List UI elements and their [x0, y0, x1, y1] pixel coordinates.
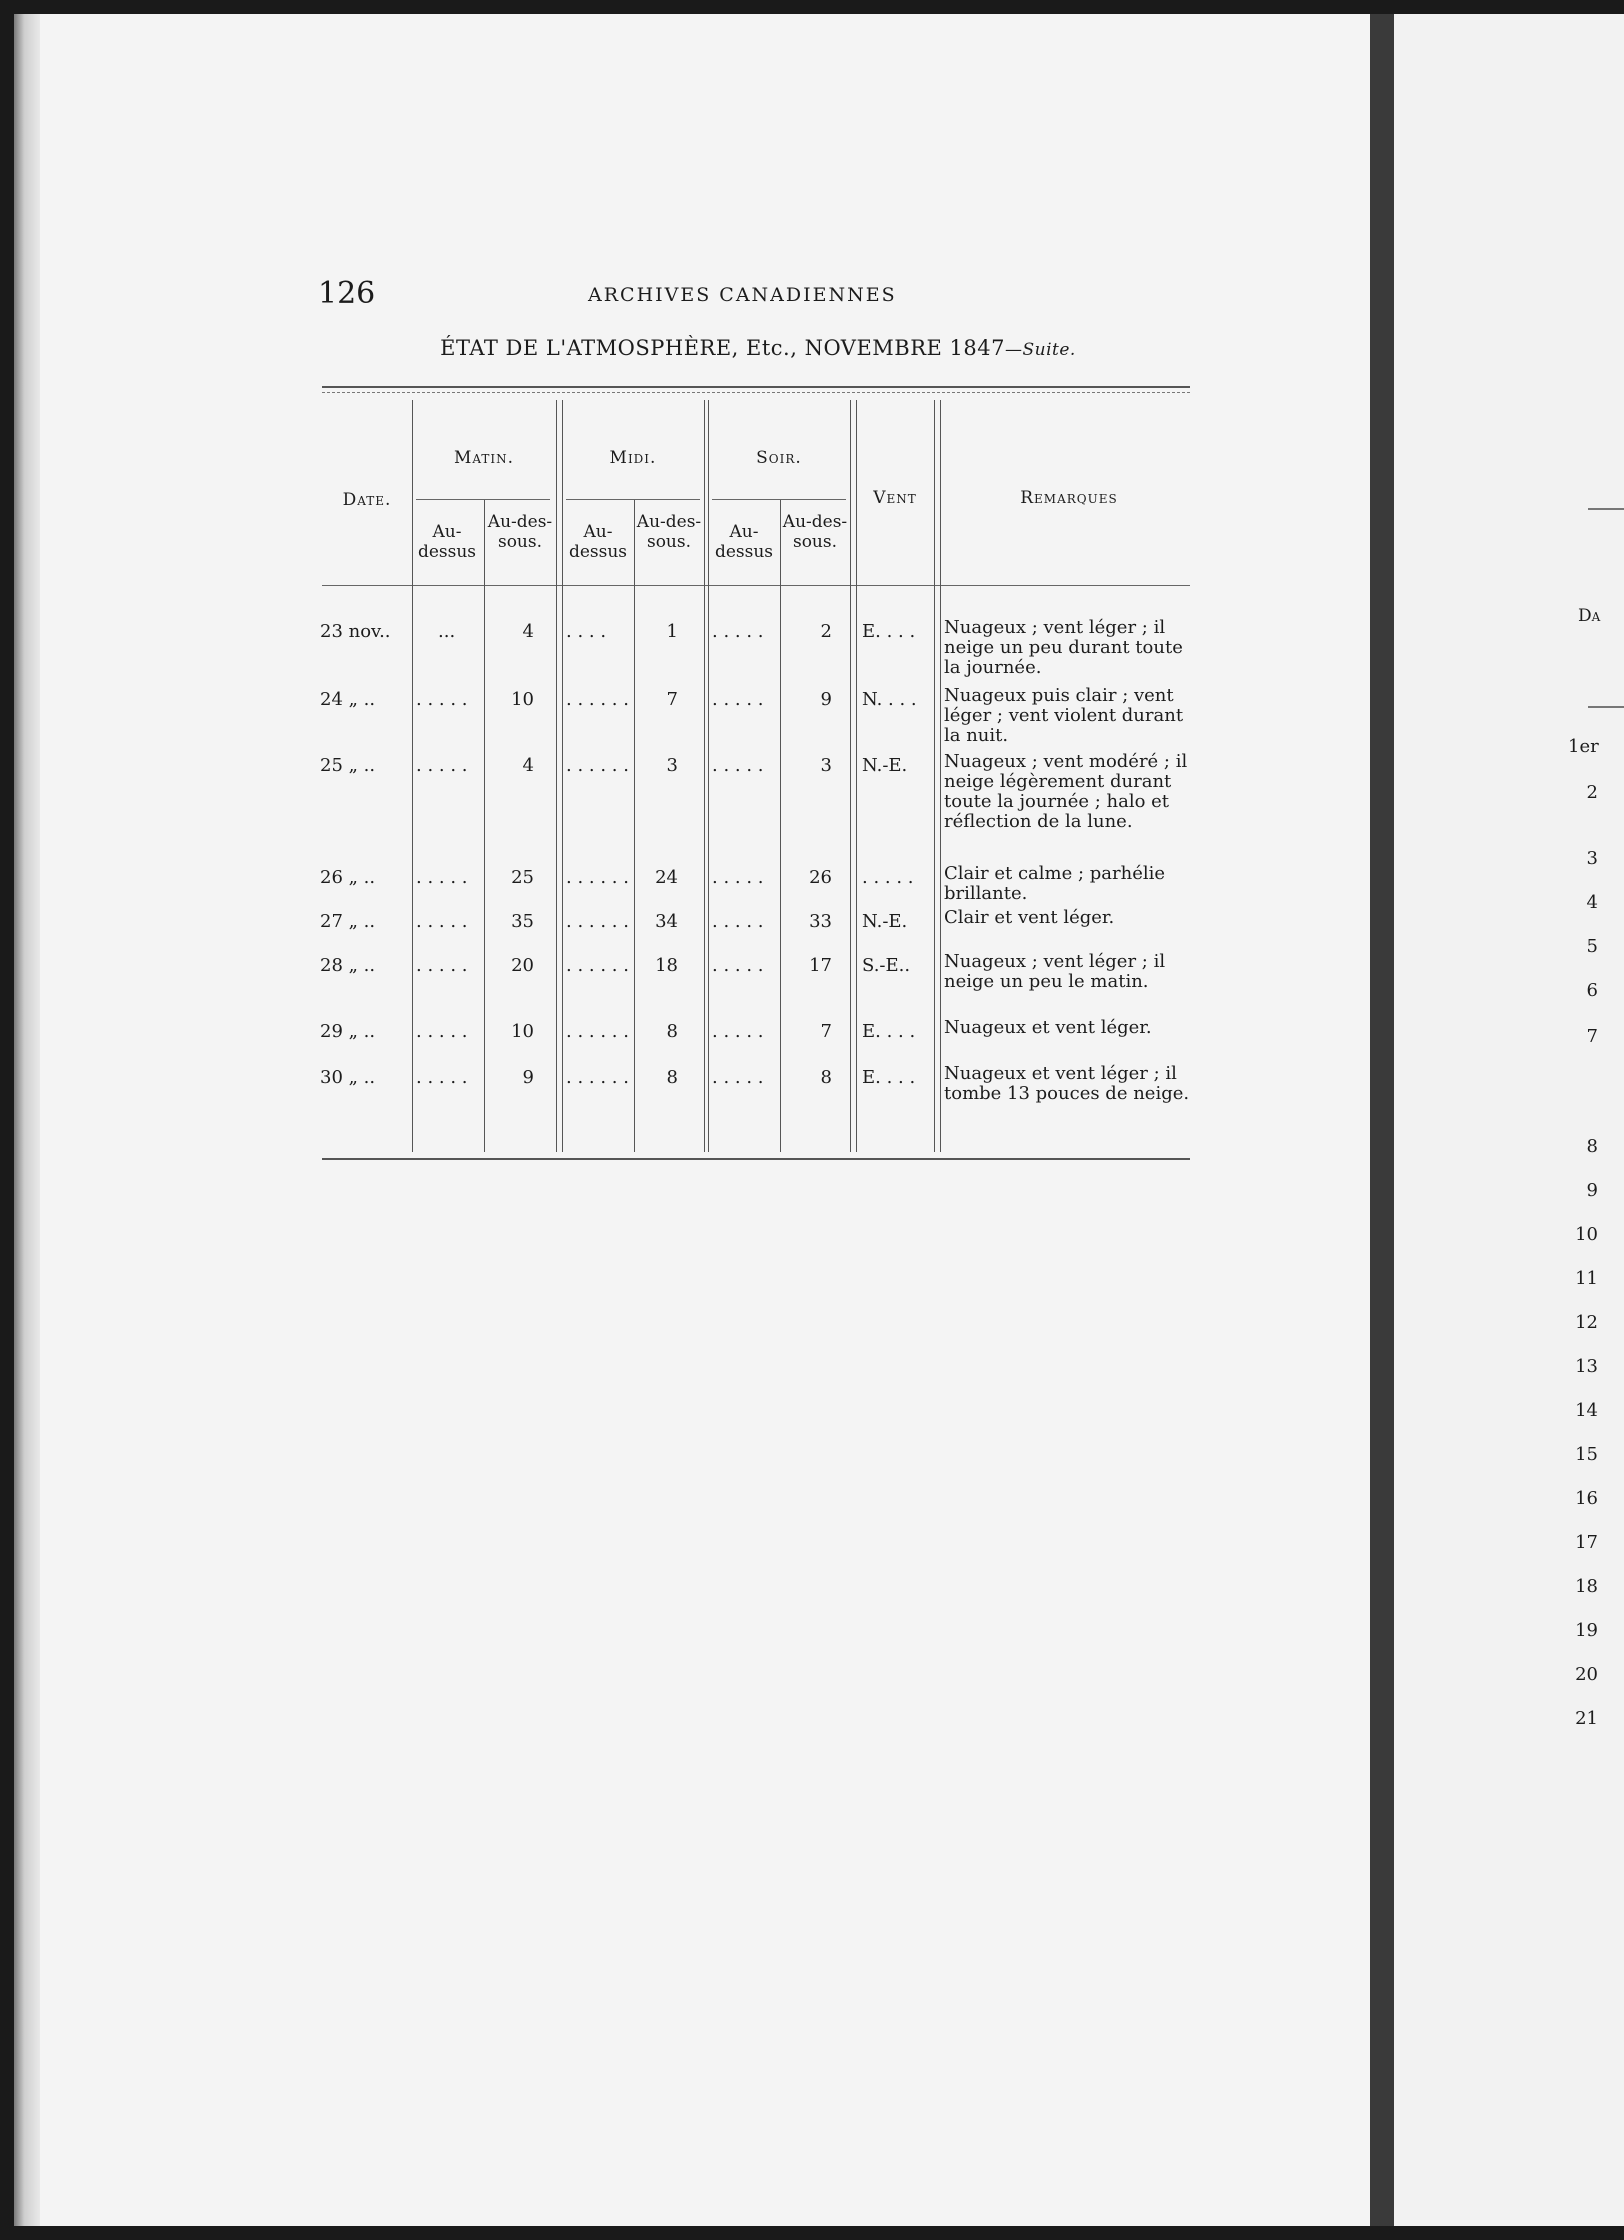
cell-soir-above: . . . . .	[712, 867, 764, 888]
page-gutter	[1370, 14, 1394, 2226]
cell-midi-above: . . . . . .	[566, 867, 629, 888]
column-divider	[562, 400, 563, 1152]
column-divider	[940, 400, 941, 1152]
cell-vent: E. . . .	[862, 621, 916, 642]
cell-midi-below: 8	[666, 1067, 678, 1088]
page-number: 126	[318, 276, 376, 311]
cell-matin-below: 4	[522, 621, 534, 642]
column-divider	[780, 500, 781, 1152]
cell-matin-below: 20	[511, 955, 534, 976]
cell-matin-below: 9	[522, 1067, 534, 1088]
cell-soir-below: 3	[820, 755, 832, 776]
row-number: 13	[1575, 1356, 1598, 1377]
cell-soir-above: . . . . .	[712, 1021, 764, 1042]
header-remarques: Remarques	[1020, 488, 1118, 508]
header-soir: Soir.	[756, 448, 802, 468]
matin-subrule	[416, 499, 550, 500]
row-number: 19	[1575, 1620, 1598, 1641]
cell-matin-above: . . . . .	[416, 689, 468, 710]
cell-soir-below: 7	[820, 1021, 832, 1042]
cell-remarks: Clair et calme ; parhélie brillante.	[944, 863, 1166, 904]
cell-midi-below: 34	[655, 911, 678, 932]
book-binding	[14, 14, 40, 2226]
cell-midi-above: . . . . . .	[566, 755, 629, 776]
cell-matin-above: . . . . .	[416, 867, 468, 888]
cell-date: 23 nov..	[320, 621, 391, 642]
cell-matin-above: . . . . .	[416, 755, 468, 776]
row-number: 16	[1575, 1488, 1598, 1509]
subheader-matin-below: Au-des-sous.	[487, 512, 553, 552]
midi-subrule	[566, 499, 700, 500]
header-midi: Midi.	[609, 448, 657, 468]
table-top-rule	[322, 386, 1190, 388]
cell-remarks: Nuageux puis clair ; vent léger ; vent violent durant la nuit.	[944, 685, 1184, 746]
cell-midi-below: 7	[666, 689, 678, 710]
cell-matin-above: . . . . .	[416, 955, 468, 976]
running-head	[318, 276, 1198, 316]
cell-date: 25 „ ..	[320, 755, 376, 776]
cell-date: 26 „ ..	[320, 867, 376, 888]
right-page-header-fragment: Da	[1578, 606, 1601, 626]
column-divider	[850, 400, 851, 1152]
header-bottom-rule	[322, 585, 1190, 586]
row-number: 5	[1586, 936, 1598, 957]
cell-date: 28 „ ..	[320, 955, 376, 976]
cell-soir-below: 26	[809, 867, 832, 888]
cell-midi-above: . . . . . .	[566, 1067, 629, 1088]
table-top-rule-dashed	[322, 392, 1190, 393]
cell-matin-above: . . . . .	[416, 911, 468, 932]
cell-date: 30 „ ..	[320, 1067, 376, 1088]
subheader-soir-above: Au-dessus	[714, 522, 774, 562]
cell-midi-above: . . . . . .	[566, 689, 629, 710]
subheader-matin-above: Au-dessus	[417, 522, 477, 562]
cell-midi-below: 3	[666, 755, 678, 776]
subheader-midi-below: Au-des-sous.	[636, 512, 702, 552]
row-number: 14	[1575, 1400, 1598, 1421]
header-matin: Matin.	[453, 448, 515, 468]
cell-midi-above: . . . .	[566, 621, 607, 642]
cell-soir-below: 2	[820, 621, 832, 642]
running-title: ARCHIVES CANADIENNES	[588, 284, 897, 306]
cell-soir-below: 9	[820, 689, 832, 710]
cell-vent: N. . . .	[862, 689, 917, 710]
table-title	[318, 336, 1198, 360]
cell-vent: N.-E.	[862, 911, 908, 932]
cell-midi-above: . . . . . .	[566, 911, 629, 932]
cell-remarks: Clair et vent léger.	[944, 907, 1115, 928]
cell-vent: E. . . .	[862, 1067, 916, 1088]
table-title-text: ÉTAT DE L'ATMOSPHÈRE, Etc., NOVEMBRE 1847	[440, 336, 1005, 360]
row-number: 15	[1575, 1444, 1598, 1465]
cell-soir-below: 8	[820, 1067, 832, 1088]
cell-remarks: Nuageux ; vent léger ; il neige un peu durant toute la journée.	[944, 617, 1183, 678]
cell-date: 27 „ ..	[320, 911, 376, 932]
header-vent: Vent	[873, 488, 917, 508]
column-divider	[708, 400, 709, 1152]
cell-soir-above: . . . . .	[712, 689, 764, 710]
row-number: 11	[1575, 1268, 1598, 1289]
cell-soir-above: . . . . .	[712, 755, 764, 776]
cell-matin-below: 10	[511, 689, 534, 710]
row-number: 18	[1575, 1576, 1598, 1597]
cell-remarks: Nuageux ; vent léger ; il neige un peu le matin.	[944, 951, 1166, 992]
column-divider	[856, 400, 857, 1152]
cell-remarks: Nuageux ; vent modéré ; il neige légèrement durant toute la journée ; halo et réflection de la lune.	[944, 751, 1188, 832]
subheader-soir-below: Au-des-sous.	[782, 512, 848, 552]
cell-matin-above: . . . . .	[416, 1021, 468, 1042]
row-number: 1er	[1568, 736, 1599, 757]
cell-midi-below: 1	[666, 621, 678, 642]
column-divider	[704, 400, 705, 1152]
cell-midi-below: 24	[655, 867, 678, 888]
row-number: 21	[1575, 1708, 1598, 1729]
right-page	[1394, 14, 1624, 2226]
row-number: 10	[1575, 1224, 1598, 1245]
cell-vent: E. . . .	[862, 1021, 916, 1042]
row-number: 17	[1575, 1532, 1598, 1553]
cell-soir-above: . . . . .	[712, 621, 764, 642]
cell-soir-above: . . . . .	[712, 955, 764, 976]
cell-matin-above: . . . . .	[416, 1067, 468, 1088]
cell-soir-above: . . . . .	[712, 911, 764, 932]
column-divider	[934, 400, 935, 1152]
cell-date: 24 „ ..	[320, 689, 376, 710]
cell-matin-below: 35	[511, 911, 534, 932]
header-date: Date.	[342, 490, 392, 510]
right-page-top-rule	[1588, 508, 1624, 510]
cell-matin-below: 10	[511, 1021, 534, 1042]
cell-midi-above: . . . . . .	[566, 1021, 629, 1042]
column-divider	[634, 500, 635, 1152]
row-number: 12	[1575, 1312, 1598, 1333]
cell-date: 29 „ ..	[320, 1021, 376, 1042]
row-number: 8	[1586, 1136, 1598, 1157]
soir-subrule	[712, 499, 846, 500]
cell-vent: N.-E.	[862, 755, 908, 776]
cell-soir-above: . . . . .	[712, 1067, 764, 1088]
cell-soir-below: 17	[809, 955, 832, 976]
row-number: 3	[1586, 848, 1598, 869]
column-divider	[484, 500, 485, 1152]
cell-remarks: Nuageux et vent léger.	[944, 1017, 1152, 1038]
right-page-header-rule	[1588, 706, 1624, 708]
cell-vent: S.-E..	[862, 955, 911, 976]
row-number: 2	[1586, 782, 1598, 803]
row-number: 7	[1586, 1026, 1598, 1047]
cell-matin-above: ...	[438, 621, 456, 642]
row-number: 20	[1575, 1664, 1598, 1685]
column-divider	[412, 400, 413, 1152]
cell-soir-below: 33	[809, 911, 832, 932]
row-number: 4	[1586, 892, 1598, 913]
cell-remarks: Nuageux et vent léger ; il tombe 13 pouces de neige.	[944, 1063, 1190, 1104]
row-number: 9	[1586, 1180, 1598, 1201]
cell-midi-below: 8	[666, 1021, 678, 1042]
cell-matin-below: 4	[522, 755, 534, 776]
subheader-midi-above: Au-dessus	[568, 522, 628, 562]
column-divider	[556, 400, 557, 1152]
cell-midi-above: . . . . . .	[566, 955, 629, 976]
cell-matin-below: 25	[511, 867, 534, 888]
table-bottom-rule	[322, 1158, 1190, 1160]
cell-midi-below: 18	[655, 955, 678, 976]
table-title-suffix: —Suite.	[1004, 340, 1076, 360]
row-number: 6	[1586, 980, 1598, 1001]
cell-vent: . . . . .	[862, 867, 914, 888]
